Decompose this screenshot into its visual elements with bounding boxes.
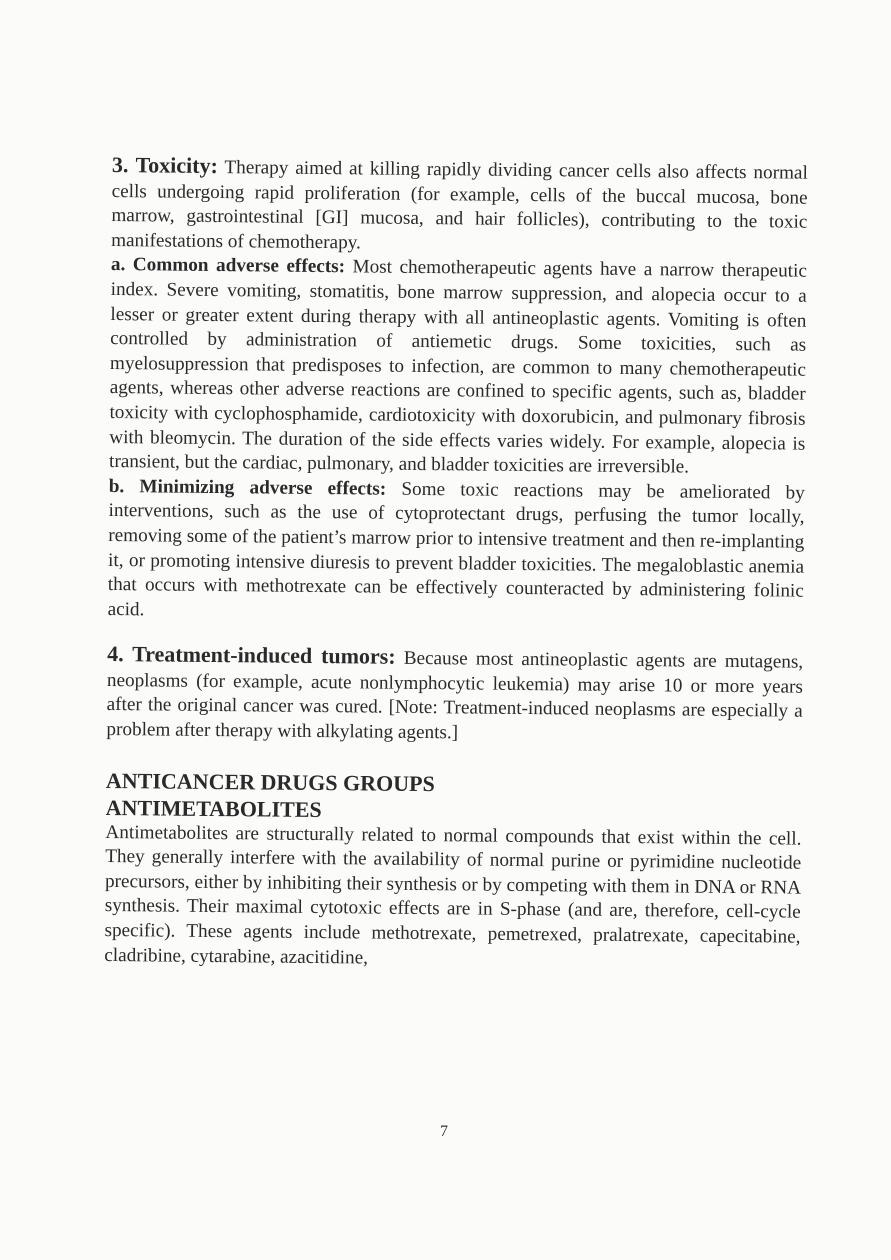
- common-adverse-paragraph: [109, 253, 807, 481]
- groups-heading: ANTICANCER DRUGS GROUPS: [105, 767, 435, 796]
- page-number: 7: [440, 1123, 448, 1140]
- common-adverse-heading: a. Common adverse effects:: [110, 254, 346, 278]
- minimizing-paragraph: [107, 475, 804, 629]
- minimizing-text: Some toxic reactions may be ameliorated by interventions, such as the use of cytoprotectant drugs, perfusing the tumor locally, removing some of the patient’s marrow prior to intensive treatment and then re-implanting it, or promoting intensive diuresis to prevent bladder toxicities. The megaloblastic anemia that occurs with methotrexate can be effectively counteracted by administering folinic acid.: [107, 478, 805, 621]
- minimizing-heading: b. Minimizing adverse effects:: [108, 475, 387, 500]
- antimetabolites-heading: ANTIMETABOLITES: [105, 794, 322, 822]
- treatment-induced-text: Because most antineoplastic agents are mutagens, neoplasms (for example, acute nonlymphocytic leukemia) may arise 10 or more years after the original cancer was cured. [Note: Treatment-induced neoplasms are especially a problem after therapy with alkylating agents.]: [106, 648, 804, 744]
- treatment-induced-heading: 4. Treatment-induced tumors:: [107, 641, 396, 670]
- antimetabolites-paragraph: Antimetabolites are structurally related to normal compounds that exist within the cell. They generally interfere with the availability of normal purine or pyrimidine nucleotide precursors, either by inhibiting their synthesis or by competing with them in DNA or RNA synthesis. Their maximal cytotoxic effects are in S-phase (and are, therefore, cell-cycle specific). These agents include methotrexate, pemetrexed, pralatrexate, capecitabine, cladribine, cytarabine, azacitidine,: [104, 821, 802, 969]
- toxicity-paragraph: [111, 153, 808, 260]
- toxicity-heading: 3. Toxicity:: [111, 152, 219, 179]
- page-content: [104, 153, 808, 975]
- common-adverse-text: Most chemotherapeutic agents have a narrow therapeutic index. Severe vomiting, stomatitis, bone marrow suppression, and alopecia occur to a lesser or greater extent during therapy with all antineoplastic agents. Vomiting is often controlled by administration of antiemetic drugs. Some toxicities, such as myelosuppression that predisposes to infection, are common to many chemotherapeutic agents, whereas other adverse reactions are confined to specific agents, such as, bladder toxicity with cyclophosphamide, cardiotoxicity with doxorubicin, and pulmonary fibrosis with bleomycin. The duration of the side effects varies widely. For example, alopecia is transient, but the cardiac, pulmonary, and bladder toxicities are irreversible.: [108, 256, 807, 478]
- toxicity-text: Therapy aimed at killing rapidly dividing cancer cells also affects normal cells undergoing rapid proliferation (for example, cells of the buccal mucosa, bone marrow, gastrointestinal [GI] mucosa, and hair follicles), contributing to the toxic manifestations of chemotherapy.: [111, 157, 808, 254]
- treatment-induced-paragraph: [106, 642, 803, 749]
